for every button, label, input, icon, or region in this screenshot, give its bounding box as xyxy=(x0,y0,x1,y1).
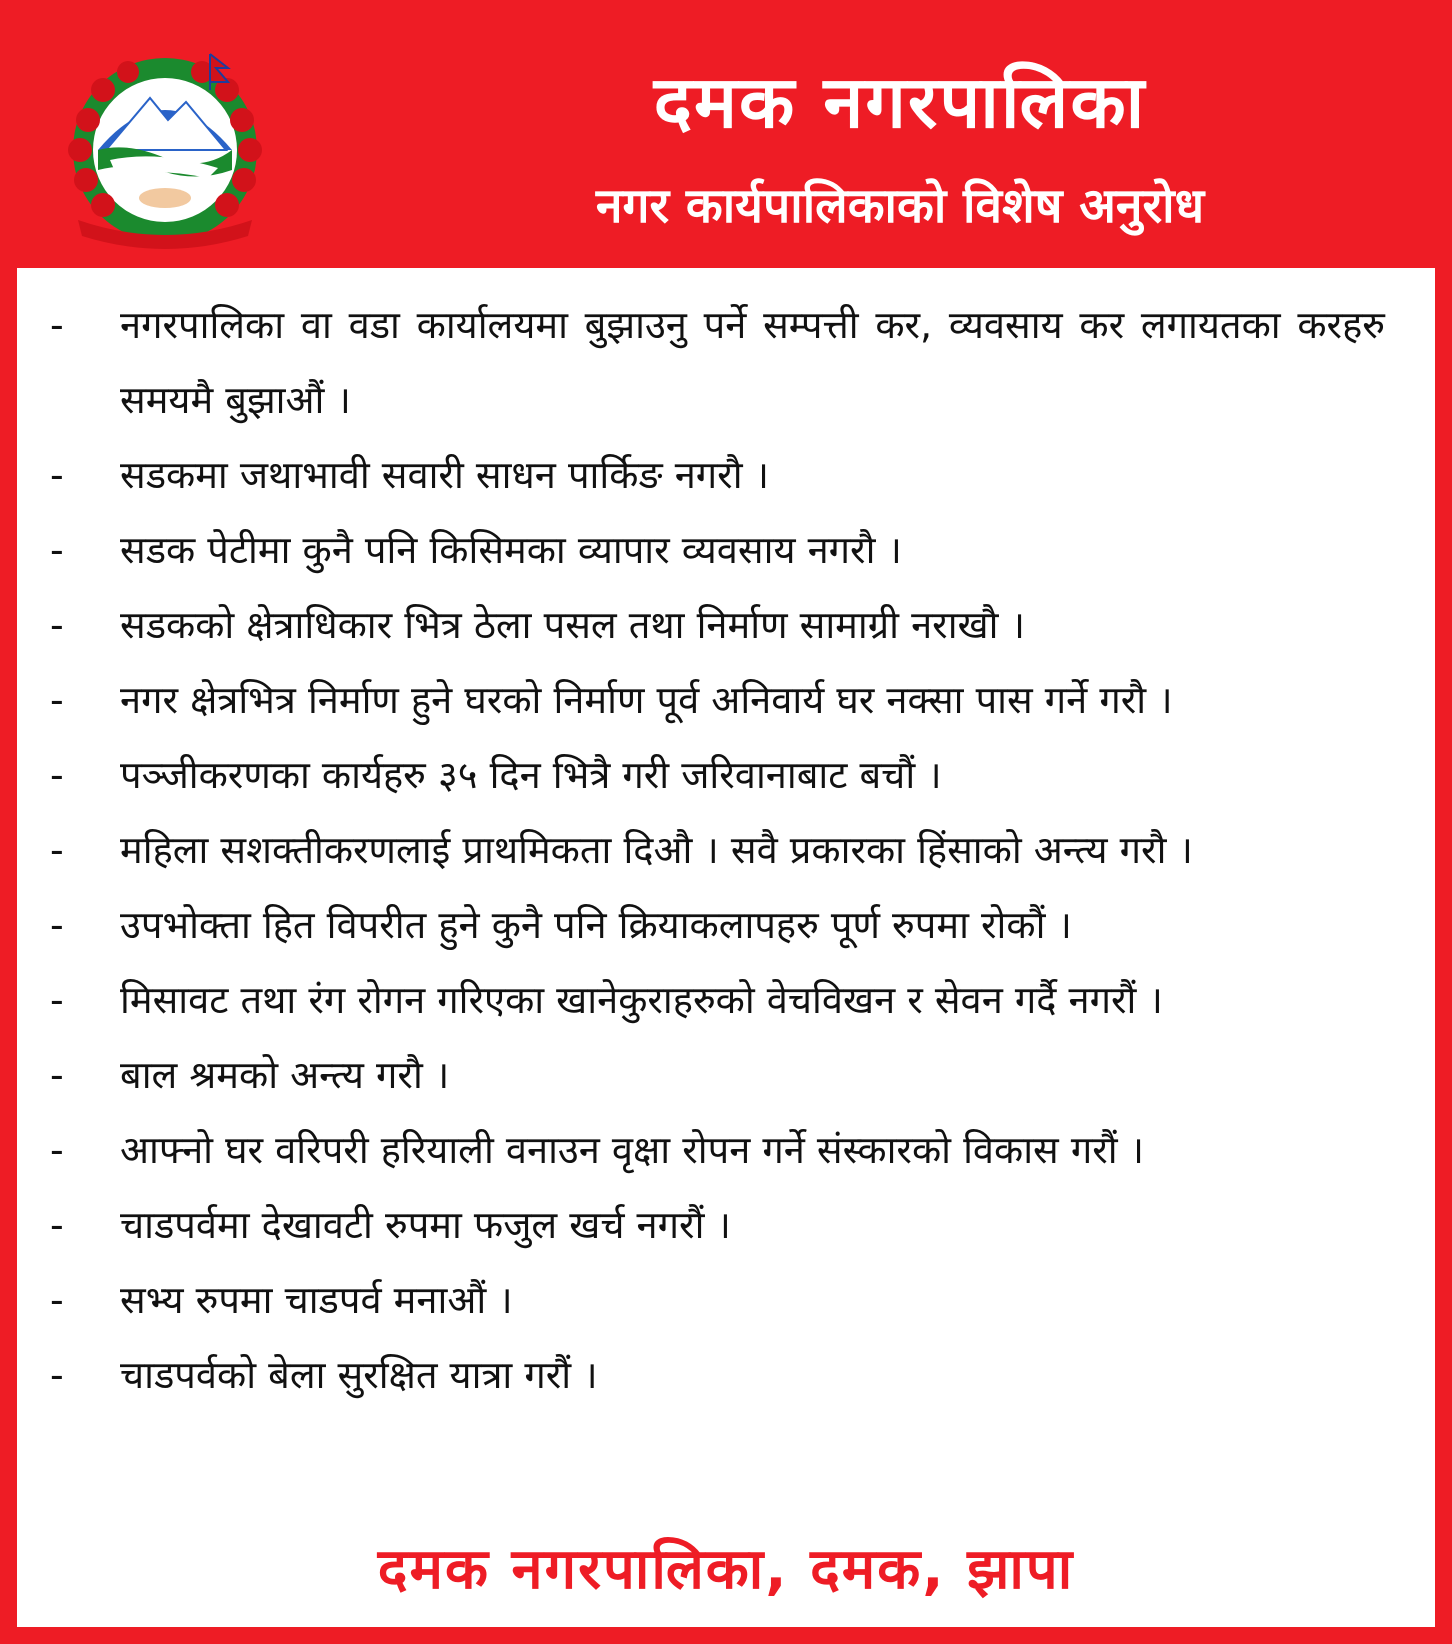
list-item-text: सडकको क्षेत्राधिकार भित्र ठेला पसल तथा निर्माण सामाग्री नराखौ । xyxy=(120,603,1025,647)
footer-signature: दमक नगरपालिका, दमक, झापा xyxy=(377,1537,1075,1602)
list-bullet: - xyxy=(50,978,64,1022)
list-item-text: महिला सशक्तीकरणलाई प्राथमिकता दिऔ । सवै प्रकारका हिंसाको अन्त्य गरौ । xyxy=(120,828,1193,872)
list-item xyxy=(45,738,1385,813)
list-item-text: उपभोक्ता हित विपरीत हुने कुनै पनि क्रियाकलापहरु पूर्ण रुपमा रोकौं । xyxy=(120,903,1072,947)
list-item-text: नगर क्षेत्रभित्र निर्माण हुने घरको निर्माण पूर्व अनिवार्य घर नक्सा पास गर्ने गरौ । xyxy=(120,678,1173,722)
list-item xyxy=(45,438,1385,513)
list-item-text: सडक पेटीमा कुनै पनि किसिमका व्यापार व्यवसाय नगरौ । xyxy=(120,528,902,572)
list-item xyxy=(45,1338,1385,1413)
list-bullet: - xyxy=(50,1278,64,1322)
page-subtitle: नगर कार्यपालिकाको विशेष अनुरोध xyxy=(595,178,1205,234)
list-bullet: - xyxy=(50,1128,64,1172)
list-item-text: बाल श्रमको अन्त्य गरौ । xyxy=(120,1053,450,1097)
list-item xyxy=(45,1113,1385,1188)
list-bullet: - xyxy=(50,753,64,797)
list-item xyxy=(45,588,1385,663)
list-item-text: चाडपर्वको बेला सुरक्षित यात्रा गरौं । xyxy=(120,1353,598,1397)
list-item-text: आफ्नो घर वरिपरी हरियाली वनाउन वृक्षा रोपन गर्ने संस्कारको विकास गरौं । xyxy=(120,1128,1145,1172)
nepal-emblem-icon xyxy=(58,50,272,250)
list-item xyxy=(45,663,1385,738)
list-item-text: पञ्जीकरणका कार्यहरु ३५ दिन भित्रै गरी जरिवानाबाट बचौं । xyxy=(120,753,942,797)
list-bullet: - xyxy=(50,1203,64,1247)
request-list xyxy=(45,288,1385,1413)
list-bullet: - xyxy=(50,603,64,647)
list-item xyxy=(45,888,1385,963)
list-item xyxy=(45,1263,1385,1338)
list-item-text: चाडपर्वमा देखावटी रुपमा फजुल खर्च नगरौं । xyxy=(120,1203,731,1247)
list-item-text: मिसावट तथा रंग रोगन गरिएका खानेकुराहरुको वेचविखन र सेवन गर्दै नगरौं । xyxy=(120,978,1163,1022)
header-banner xyxy=(0,0,1452,268)
list-bullet: - xyxy=(50,828,64,872)
list-bullet: - xyxy=(50,678,64,722)
list-item xyxy=(45,1188,1385,1263)
list-item-text: सडकमा जथाभावी सवारी साधन पार्किङ नगरौ । xyxy=(120,453,770,497)
list-item xyxy=(45,288,1385,438)
list-bullet: - xyxy=(50,303,64,347)
list-item xyxy=(45,513,1385,588)
list-bullet: - xyxy=(50,528,64,572)
list-item xyxy=(45,813,1385,888)
list-bullet: - xyxy=(50,1053,64,1097)
list-bullet: - xyxy=(50,903,64,947)
list-bullet: - xyxy=(50,1353,64,1397)
list-item-text: नगरपालिका वा वडा कार्यालयमा बुझाउनु पर्ने सम्पत्ती कर, व्यवसाय कर लगायतका करहरु समयमै बुझाऔं । xyxy=(120,303,1385,422)
list-bullet: - xyxy=(50,453,64,497)
list-item-text: सभ्य रुपमा चाडपर्व मनाऔं । xyxy=(120,1278,513,1322)
page-title: दमक नगरपालिका xyxy=(653,60,1147,144)
list-item xyxy=(45,1038,1385,1113)
list-item xyxy=(45,963,1385,1038)
